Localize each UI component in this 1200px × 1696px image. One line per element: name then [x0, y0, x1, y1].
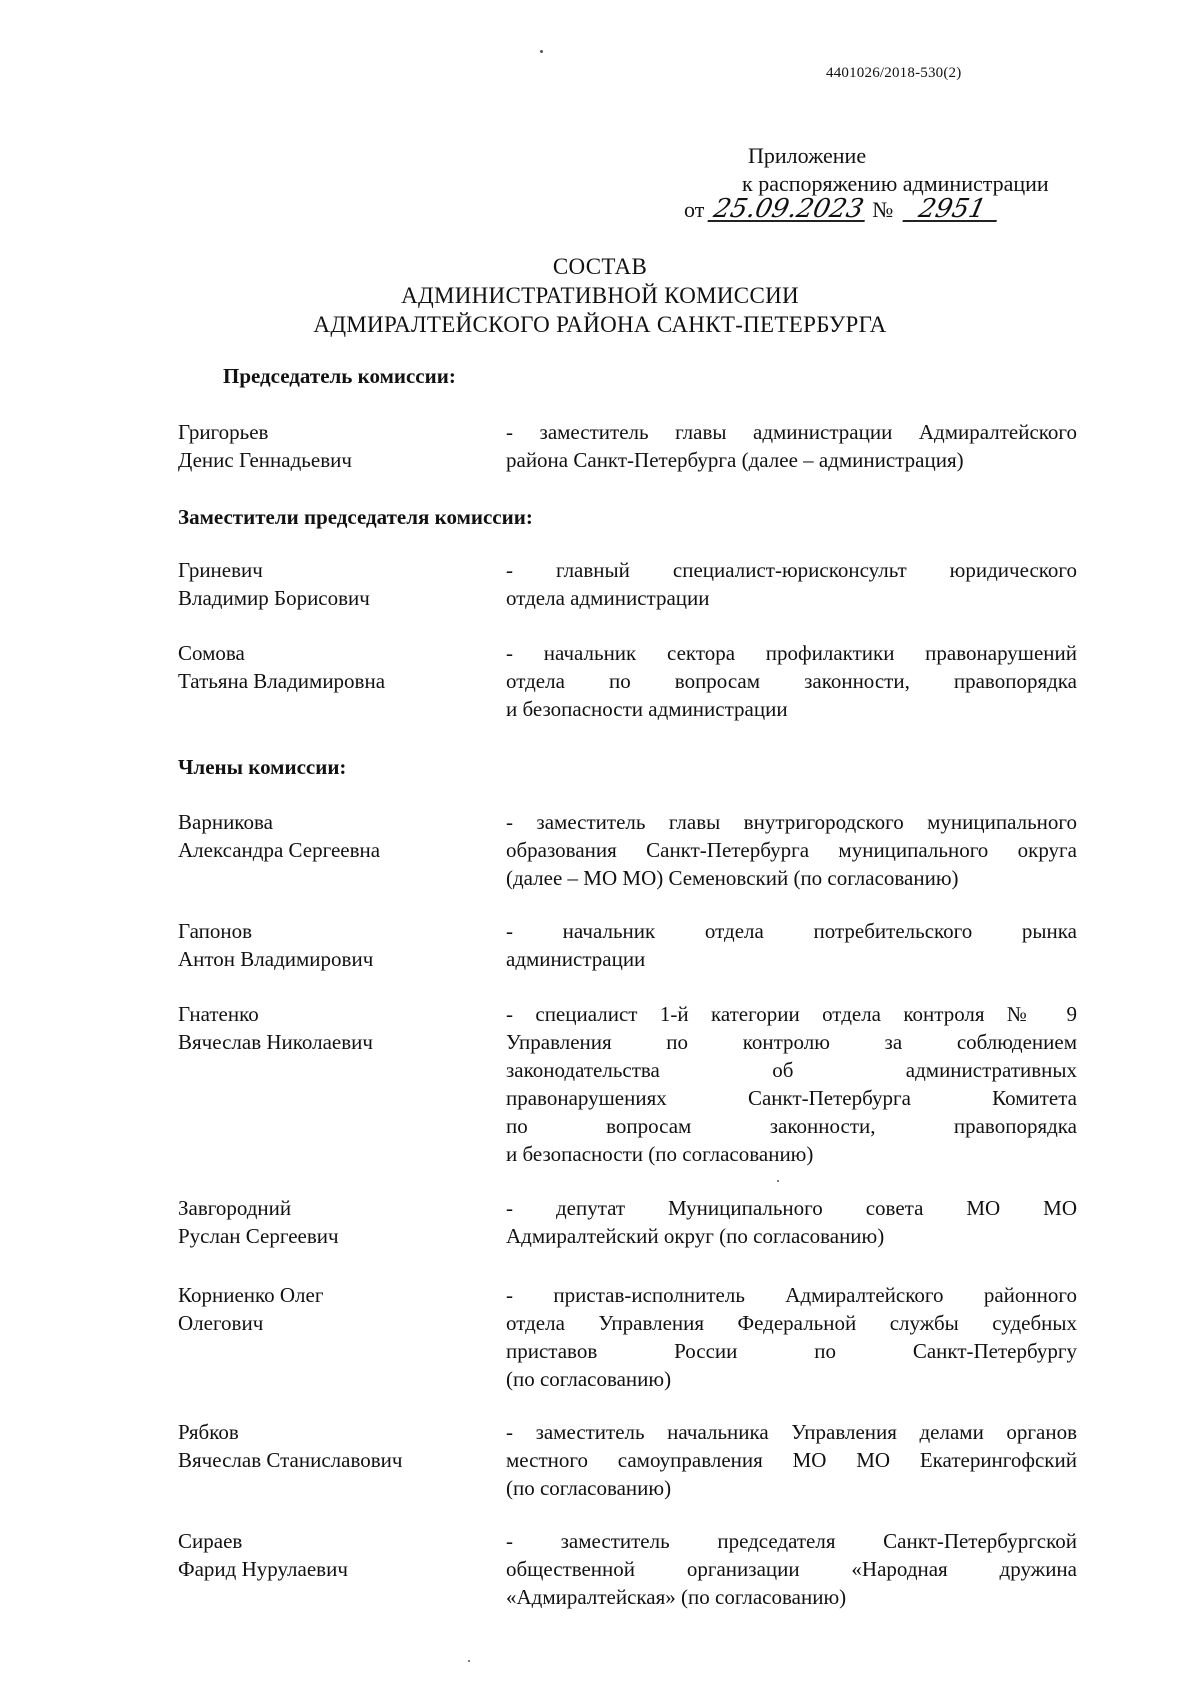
member-surname: Гриневич: [178, 558, 263, 582]
member-role-line: приставов России по Санкт-Петербургу: [506, 1339, 1077, 1363]
document-number: 4401026/2018-530(2): [826, 65, 962, 81]
member-role: [506, 556, 1077, 612]
member-name: [178, 639, 468, 695]
member-name: [178, 1527, 468, 1583]
member-surname: Корниенко Олег: [178, 1283, 324, 1307]
member-role-line: отдела Управления Федеральной службы судебных: [506, 1311, 1077, 1335]
member-given-names: Татьяна Владимировна: [178, 669, 386, 693]
member-role-line: (по согласованию): [506, 1367, 672, 1391]
member-role: [506, 639, 1077, 723]
member-role-line: - заместитель главы внутригородского муниципального: [506, 810, 1077, 834]
member-role-line: - депутат Муниципального совета МО МО: [506, 1196, 1077, 1220]
member-role-line: местного самоуправления МО МО Екатерингофский: [506, 1448, 1077, 1472]
member-surname: Гапонов: [178, 919, 253, 943]
member-role: [506, 1418, 1077, 1502]
member-role: [506, 1281, 1077, 1393]
member-name: [178, 1418, 468, 1474]
member-role-line: и безопасности (по согласованию): [506, 1142, 814, 1166]
from-prefix: от: [684, 197, 705, 222]
title-line-1: СОСТАВ: [552, 254, 648, 279]
member-role-line: - пристав-исполнитель Адмиралтейского районного: [506, 1283, 1077, 1307]
member-role: [506, 1194, 1077, 1250]
member-given-names: Фарид Нурулаевич: [178, 1557, 348, 1581]
title-line-3: АДМИРАЛТЕЙСКОГО РАЙОНА САНКТ-ПЕТЕРБУРГА: [313, 312, 887, 337]
member-given-names: Александра Сергеевна: [178, 838, 381, 862]
member-role-line: - главный специалист-юрисконсульт юридического: [506, 558, 1077, 582]
title-line-2: АДМИНИСТРАТИВНОЙ КОМИССИИ: [401, 283, 799, 308]
member-name: [178, 917, 468, 973]
member-role-line: - начальник сектора профилактики правонарушений: [506, 641, 1077, 665]
member-given-names: Руслан Сергеевич: [178, 1224, 339, 1248]
member-role-line: - заместитель председателя Санкт-Петербургской: [506, 1529, 1077, 1553]
member-role-line: «Адмиралтейская» (по согласованию): [506, 1585, 847, 1609]
number-sign: №: [872, 197, 894, 222]
member-role-line: - специалист 1-й категории отдела контроля № 9: [506, 1002, 1077, 1026]
member-surname: Сираев: [178, 1529, 243, 1553]
member-role-line: образования Санкт-Петербурга муниципального округа: [506, 838, 1077, 862]
member-surname: Завгородний: [178, 1196, 292, 1220]
member-surname: Григорьев: [178, 420, 269, 444]
member-name: [178, 556, 468, 612]
member-role-line: (по согласованию): [506, 1476, 672, 1500]
member-name: [178, 1281, 468, 1337]
member-role-line: общественной организации «Народная дружина: [506, 1557, 1077, 1581]
member-name: [178, 418, 468, 474]
member-name: [178, 808, 468, 864]
member-name: [178, 1194, 468, 1250]
member-role-line: отдела администрации: [506, 586, 710, 610]
appendix-subtitle: к распоряжению администрации: [742, 171, 1049, 196]
member-role: [506, 917, 1077, 973]
member-role: [506, 1000, 1077, 1168]
appendix-title: Приложение: [748, 143, 867, 168]
section-chair: Председатель комиссии:: [223, 364, 456, 388]
member-role-line: - заместитель начальника Управления делами органов: [506, 1420, 1077, 1444]
member-given-names: Олегович: [178, 1311, 264, 1335]
member-role-line: Управления по контролю за соблюдением: [506, 1030, 1077, 1054]
member-given-names: Денис Геннадьевич: [178, 448, 352, 472]
member-role-line: отдела по вопросам законности, правопорядка: [506, 669, 1077, 693]
scan-speck: [540, 50, 543, 53]
member-role-line: администрации: [506, 947, 646, 971]
member-role-line: - заместитель главы администрации Адмиралтейского: [506, 420, 1077, 444]
member-role: [506, 418, 1077, 474]
section-deputies: Заместители председателя комиссии:: [178, 505, 533, 529]
member-role-line: (далее – МО МО) Семеновский (по согласованию): [506, 866, 959, 890]
scan-speck: [468, 1660, 470, 1662]
member-role: [506, 808, 1077, 892]
document-title: [0, 252, 1200, 339]
scan-speck: [777, 1180, 779, 1182]
handwritten-date: 25.09.2023: [707, 198, 869, 222]
member-surname: Сомова: [178, 641, 245, 665]
member-given-names: Вячеслав Николаевич: [178, 1030, 373, 1054]
member-surname: Варникова: [178, 810, 273, 834]
member-role-line: района Санкт-Петербурга (далее – администрация): [506, 448, 964, 472]
appendix-date-line: [684, 196, 999, 224]
member-name: [178, 1000, 468, 1056]
section-members: Члены комиссии:: [178, 755, 347, 779]
member-surname: Рябков: [178, 1420, 239, 1444]
member-role-line: Адмиралтейский округ (по согласованию): [506, 1224, 885, 1248]
member-role-line: по вопросам законности, правопорядка: [506, 1114, 1077, 1138]
member-given-names: Владимир Борисович: [178, 586, 370, 610]
member-surname: Гнатенко: [178, 1002, 259, 1026]
member-given-names: Антон Владимирович: [178, 947, 374, 971]
handwritten-number: 2951: [902, 198, 1001, 222]
member-role-line: - начальник отдела потребительского рынка: [506, 919, 1077, 943]
member-given-names: Вячеслав Станиславович: [178, 1448, 403, 1472]
member-role-line: законодательства об административных: [506, 1058, 1077, 1082]
member-role: [506, 1527, 1077, 1611]
member-role-line: и безопасности администрации: [506, 697, 788, 721]
member-role-line: правонарушениях Санкт-Петербурга Комитета: [506, 1086, 1077, 1110]
